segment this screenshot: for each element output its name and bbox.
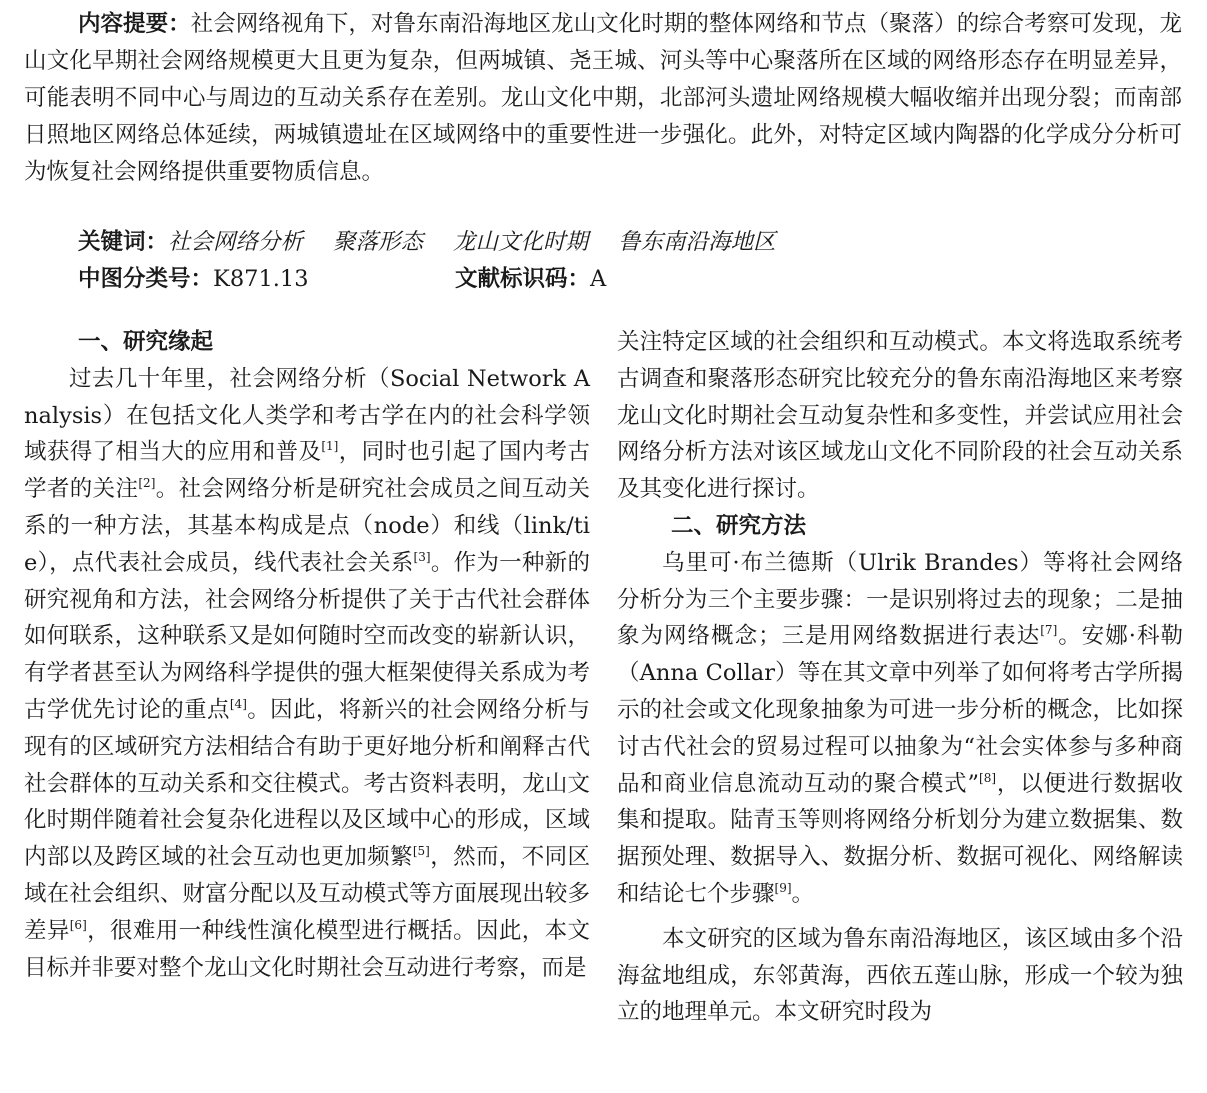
document-code — [455, 263, 606, 295]
text-run: 。安娜·科勒（Anna Collar）等在其文章中列举了如何将考古学所揭示的社会或文化现象抽象为可进一步分析的概念，比如探讨古代社会的贸易过程可以抽象为“社会实体参与多种商品和商业信息流动互动的聚合模式” — [617, 623, 1183, 797]
doc-label: 文献标识码： — [455, 266, 591, 292]
text-run: ，很难用一种线性演化模型进行概括。因此，本文目标并非要对整个龙山文化时期社会互动进行考察，而是 — [24, 917, 590, 981]
keyword: 鲁东南沿海地区 — [618, 229, 776, 255]
keyword: 社会网络分析 — [168, 229, 304, 255]
abstract — [24, 6, 1182, 191]
keyword: 聚落形态 — [333, 229, 424, 255]
citation: [7] — [1040, 623, 1058, 638]
clc-value: K871.13 — [213, 266, 309, 292]
abstract-text: 社会网络视角下，对鲁东南沿海地区龙山文化时期的整体网络和节点（聚落）的综合考察可发现，龙山文化早期社会网络规模更大且更为复杂，但两城镇、尧王城、河头等中心聚落所在区域的网络形态存在明显差异，可能表明不同中心与周边的互动关系存在差别。龙山文化中期，北部河头遗址网络规模大幅收缩并出现分裂；而南部日照地区网络总体延续，两城镇遗址在区域网络中的重要性进一步强化。此外，对特定区域内陶器的化学成分分析可为恢复社会网络提供重要物质信息。 — [24, 11, 1182, 185]
classification-line — [78, 263, 1178, 295]
citation: [2] — [138, 476, 156, 491]
keywords — [78, 226, 1178, 258]
paragraph-spacer — [617, 913, 1183, 921]
section1-paragraph-continued: 关注特定区域的社会组织和互动模式。本文将选取系统考古调查和聚落形态研究比较充分的鲁东南沿海地区来考察龙山文化时期社会互动复杂性和多变性，并尝试应用社会网络分析方法对该区域龙山文化不同阶段的社会互动关系及其变化进行探讨。 — [617, 329, 1183, 503]
abstract-label: 内容提要： — [78, 11, 191, 37]
doc-value: A — [590, 266, 607, 292]
text-run: ，然而，不同区域在社会组织、财富分配以及互动模式等方面展现出较多差异 — [24, 844, 590, 944]
citation: [8] — [979, 770, 997, 785]
section-heading-1: 一、研究缘起 — [78, 329, 214, 355]
section-heading-2: 二、研究方法 — [671, 512, 807, 539]
citation: [5] — [412, 844, 430, 859]
text-run: 。 — [791, 880, 815, 907]
text-run: ，以便进行数据收集和提取。陆青玉等则将网络分析划分为建立数据集、数据预处理、数据导入、数据分析、数据可视化、网络解读和结论七个步骤 — [617, 770, 1183, 907]
citation: [4] — [229, 696, 247, 711]
text-run: 过去几十年里，社会网络分析（Social Network Analysis）在包括文化人类学和考古学在内的社会科学领域获得了相当大的应用和普及 — [24, 365, 590, 466]
text-run: 。社会网络分析是研究社会成员之间互动关系的一种方法，其基本构成是点（node）和线（link/tie），点代表社会成员，线代表社会关系 — [24, 476, 590, 576]
text-run: 乌里可·布兰德斯（Ulrik Brandes）等将社会网络分析分为三个主要步骤：一是识别将过去的现象；二是抽象为网络概念；三是用网络数据进行表达 — [617, 549, 1183, 650]
text-run: 。因此，将新兴的社会网络分析与现有的区域研究方法相结合有助于更好地分析和阐释古代社会群体的互动关系和交往模式。考古资料表明，龙山文化时期伴随着社会复杂化进程以及区域中心的形成，区域内部以及跨区域的社会互动也更加频繁 — [24, 696, 590, 871]
keyword: 龙山文化时期 — [453, 229, 589, 255]
right-column — [617, 324, 1183, 1031]
citation: [6] — [69, 917, 87, 932]
section2-paragraph-1 — [617, 545, 1183, 913]
left-column — [24, 324, 590, 986]
clc-label: 中图分类号： — [78, 266, 214, 292]
text-run: ，同时也引起了国内考古学者的关注 — [24, 439, 590, 503]
section1-paragraph — [24, 361, 590, 987]
section2-paragraph-2: 本文研究的区域为鲁东南沿海地区，该区域由多个沿海盆地组成，东邻黄海，西依五莲山脉，形成一个较为独立的地理单元。本文研究时段为 — [617, 925, 1183, 1026]
text-run: 。作为一种新的研究视角和方法，社会网络分析提供了关于古代社会群体如何联系，这种联系又是如何随时空而改变的崭新认识，有学者甚至认为网络科学提供的强大框架使得关系成为考古学优先讨论的重点 — [24, 549, 590, 723]
citation: [1] — [321, 439, 339, 454]
citation: [9] — [774, 880, 792, 895]
keywords-label: 关键词： — [78, 229, 169, 255]
citation: [3] — [413, 549, 431, 564]
